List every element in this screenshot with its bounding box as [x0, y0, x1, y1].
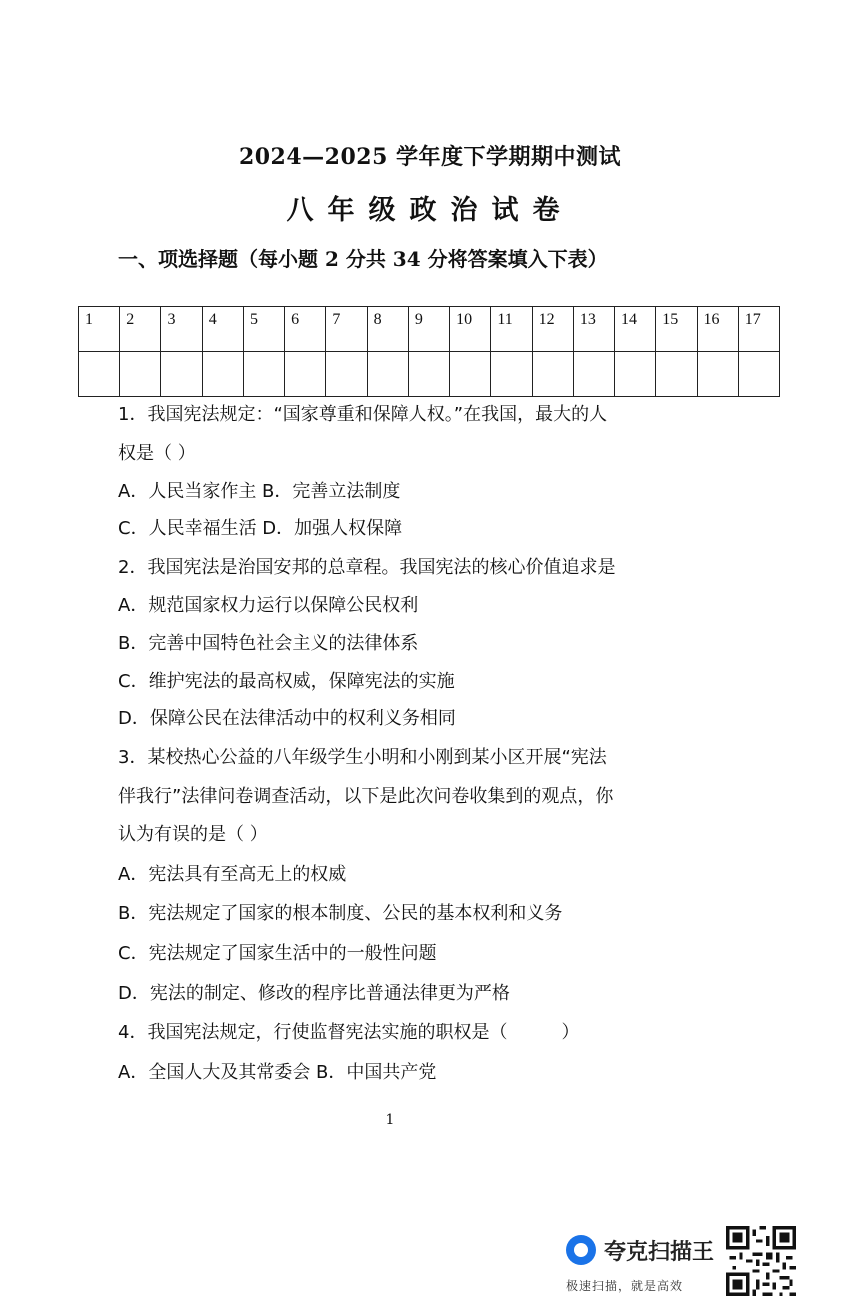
question-line: C．人民幸福生活 D．加强人权保障 — [118, 518, 403, 539]
question-line: A．规范国家权力运行以保障公民权利 — [118, 595, 419, 616]
question-line: 4．我国宪法规定，行使监督宪法实施的职权是（ ） — [118, 1022, 580, 1043]
question-line: B．宪法规定了国家的根本制度、公民的基本权利和义务 — [118, 903, 563, 924]
answer-number: 9 — [408, 307, 449, 352]
answer-number: 3 — [161, 307, 202, 352]
question-line: A．全国人大及其常委会 B．中国共产党 — [118, 1062, 437, 1083]
answer-number: 1 — [79, 307, 120, 352]
quark-logo-icon — [566, 1235, 596, 1265]
question-line: C．宪法规定了国家生活中的一般性问题 — [118, 943, 437, 964]
answer-cell[interactable] — [367, 352, 408, 397]
question-line: B．完善中国特色社会主义的法律体系 — [118, 633, 419, 654]
answer-cell[interactable] — [408, 352, 449, 397]
question-line: 2．我国宪法是治国安邦的总章程。我国宪法的核心价值追求是 — [118, 557, 616, 578]
answer-cell[interactable] — [697, 352, 738, 397]
question-line: 3．某校热心公益的八年级学生小明和小刚到某小区开展“宪法 — [118, 747, 607, 768]
answer-number: 2 — [120, 307, 161, 352]
answer-number: 6 — [285, 307, 326, 352]
answer-number: 14 — [615, 307, 656, 352]
answer-cell[interactable] — [79, 352, 120, 397]
answer-number: 8 — [367, 307, 408, 352]
question-line: 伴我行”法律问卷调查活动，以下是此次问卷收集到的观点，你 — [118, 786, 614, 807]
answer-cell[interactable] — [450, 352, 491, 397]
answer-cell[interactable] — [573, 352, 614, 397]
question-line: 权是（ ） — [118, 443, 196, 464]
answer-cell[interactable] — [656, 352, 697, 397]
answer-number: 7 — [326, 307, 367, 352]
answer-number-row — [79, 307, 780, 352]
answer-blank-row — [79, 352, 780, 397]
brand-name: 夸克扫描王 — [604, 1240, 715, 1265]
answer-number: 16 — [697, 307, 738, 352]
question-line: D．宪法的制定、修改的程序比普通法律更为严格 — [118, 983, 510, 1004]
answer-cell[interactable] — [532, 352, 573, 397]
question-line: A．人民当家作主 B．完善立法制度 — [118, 481, 401, 502]
section-heading: 一、项选择题（每小题 2 分共 34 分将答案填入下表） — [118, 247, 608, 271]
qr-code-icon — [726, 1226, 796, 1296]
answer-cell[interactable] — [738, 352, 779, 397]
scanner-watermark — [566, 1233, 726, 1303]
page-number: 1 — [385, 1112, 395, 1128]
question-line: D．保障公民在法律活动中的权利义务相同 — [118, 708, 456, 729]
question-line: 认为有误的是（ ） — [118, 824, 268, 845]
question-line: A．宪法具有至高无上的权威 — [118, 864, 347, 885]
question-line: C．维护宪法的最高权威，保障宪法的实施 — [118, 671, 455, 692]
brand-slogan: 极速扫描，就是高效 — [566, 1279, 684, 1293]
answer-number: 15 — [656, 307, 697, 352]
answer-number: 10 — [450, 307, 491, 352]
answer-number: 4 — [202, 307, 243, 352]
answer-cell[interactable] — [120, 352, 161, 397]
answer-cell[interactable] — [285, 352, 326, 397]
answer-number: 13 — [573, 307, 614, 352]
exam-title: 2024—2025 学年度下学期期中测试 — [238, 144, 622, 170]
answer-cell[interactable] — [491, 352, 532, 397]
answer-number: 12 — [532, 307, 573, 352]
answer-number: 17 — [738, 307, 779, 352]
answer-cell[interactable] — [202, 352, 243, 397]
answer-cell[interactable] — [615, 352, 656, 397]
answer-number: 11 — [491, 307, 532, 352]
answer-table — [78, 306, 780, 397]
answer-cell[interactable] — [243, 352, 284, 397]
question-line: 1．我国宪法规定：“国家尊重和保障人权。”在我国，最大的人 — [118, 404, 608, 425]
answer-cell[interactable] — [161, 352, 202, 397]
answer-cell[interactable] — [326, 352, 367, 397]
exam-subtitle: 八年级政治试卷 — [286, 195, 574, 226]
answer-number: 5 — [243, 307, 284, 352]
